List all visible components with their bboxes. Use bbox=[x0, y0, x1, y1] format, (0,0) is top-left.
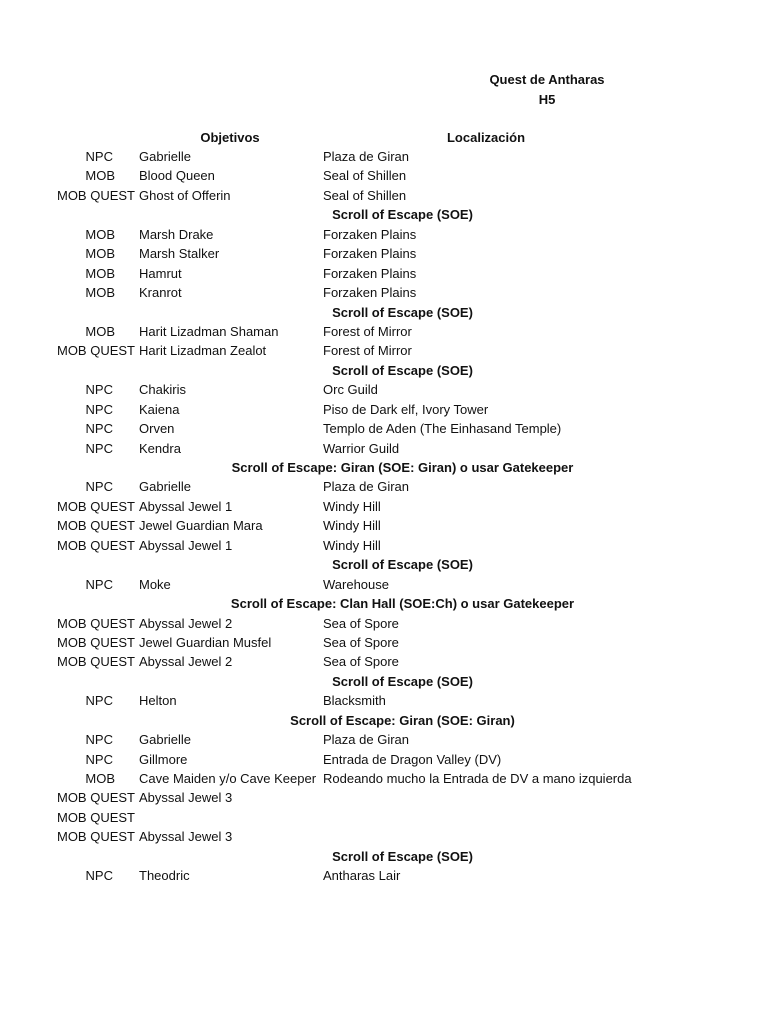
table-row bbox=[0, 614, 768, 633]
row-target: Harit Lizadman Zealot bbox=[139, 343, 267, 359]
section-label: Scroll of Escape (SOE) bbox=[332, 207, 473, 223]
row-location: Plaza de Giran bbox=[323, 479, 409, 495]
section-label: Scroll of Escape (SOE) bbox=[332, 557, 473, 573]
row-target: Kranrot bbox=[139, 285, 182, 301]
row-location: Entrada de Dragon Valley (DV) bbox=[323, 751, 502, 767]
section-row bbox=[0, 303, 768, 322]
row-target: Abyssal Jewel 3 bbox=[139, 829, 233, 845]
row-target: Gillmore bbox=[139, 751, 188, 767]
row-target: Abyssal Jewel 2 bbox=[139, 654, 233, 670]
row-type: NPC bbox=[85, 479, 113, 495]
row-location: Forest of Mirror bbox=[323, 343, 412, 359]
row-type: MOB bbox=[85, 771, 115, 786]
row-target: Abyssal Jewel 1 bbox=[139, 498, 233, 514]
table-row bbox=[0, 166, 768, 185]
table-row bbox=[0, 497, 768, 516]
table-row bbox=[0, 244, 768, 263]
row-location: Windy Hill bbox=[323, 498, 381, 514]
document-title-block bbox=[440, 70, 654, 110]
section-label: Scroll of Escape (SOE) bbox=[332, 304, 473, 320]
section-row bbox=[0, 672, 768, 691]
row-target: Gabrielle bbox=[139, 732, 192, 748]
row-location: Seal of Shillen bbox=[323, 168, 407, 184]
row-target: Ghost of Offerin bbox=[139, 187, 231, 203]
section-row bbox=[0, 594, 768, 613]
row-type: MOB QUEST bbox=[56, 829, 135, 845]
row-location: Forzaken Plains bbox=[323, 265, 417, 281]
row-type: NPC bbox=[85, 751, 113, 767]
row-location: Windy Hill bbox=[323, 537, 381, 553]
row-type: MOB QUEST bbox=[56, 343, 135, 359]
row-type: NPC bbox=[85, 732, 113, 748]
row-target: Chakiris bbox=[139, 382, 186, 398]
table-row bbox=[0, 419, 768, 438]
table-row bbox=[0, 691, 768, 710]
row-target: Orven bbox=[139, 421, 175, 437]
section-label: Scroll of Escape (SOE) bbox=[332, 673, 473, 689]
section-label: Scroll of Escape (SOE) bbox=[332, 848, 473, 864]
table-row bbox=[0, 575, 768, 594]
row-type: NPC bbox=[85, 401, 113, 417]
section-row bbox=[0, 555, 768, 574]
table-row bbox=[0, 400, 768, 419]
row-location: Forzaken Plains bbox=[323, 285, 417, 301]
row-target: Blood Queen bbox=[139, 168, 215, 184]
row-type: NPC bbox=[85, 421, 113, 437]
row-type: MOB QUEST bbox=[56, 654, 135, 670]
table-row bbox=[0, 808, 768, 827]
row-type: MOB QUEST bbox=[56, 790, 135, 806]
row-type: MOB QUEST bbox=[56, 498, 135, 514]
header-objetivos: Objetivos bbox=[200, 130, 260, 145]
row-target: Gabrielle bbox=[139, 149, 192, 164]
table-row bbox=[0, 788, 768, 807]
document-title: Quest de Antharas bbox=[489, 72, 605, 87]
row-type: NPC bbox=[85, 576, 113, 592]
row-target: Abyssal Jewel 1 bbox=[139, 537, 233, 553]
table-row bbox=[0, 341, 768, 360]
row-type: MOB QUEST bbox=[56, 634, 135, 650]
row-location: Warrior Guild bbox=[323, 440, 400, 456]
table-row bbox=[0, 866, 768, 885]
section-label: Scroll of Escape: Giran (SOE: Giran) o usar Gatekeeper bbox=[231, 460, 574, 475]
quest-table bbox=[0, 147, 768, 886]
row-type: NPC bbox=[85, 382, 113, 398]
row-type: MOB QUEST bbox=[56, 518, 135, 534]
row-location: Forest of Mirror bbox=[323, 323, 412, 339]
row-target: Kaiena bbox=[139, 401, 180, 417]
table-row bbox=[0, 730, 768, 749]
row-target: Theodric bbox=[139, 868, 190, 884]
section-row bbox=[0, 711, 768, 730]
row-location: Plaza de Giran bbox=[323, 732, 409, 748]
row-target: Gabrielle bbox=[139, 479, 192, 495]
row-location: Forzaken Plains bbox=[323, 226, 417, 242]
row-location: Orc Guild bbox=[323, 382, 378, 398]
table-row bbox=[0, 477, 768, 496]
row-target: Abyssal Jewel 2 bbox=[139, 615, 233, 631]
row-location: Piso de Dark elf, Ivory Tower bbox=[323, 401, 489, 417]
row-type: NPC bbox=[85, 440, 113, 456]
row-type: MOB bbox=[85, 265, 115, 281]
row-location: Rodeando mucho la Entrada de DV a mano izquierda bbox=[323, 771, 632, 786]
row-location: Blacksmith bbox=[323, 693, 386, 709]
table-row bbox=[0, 750, 768, 769]
row-type: NPC bbox=[85, 868, 113, 884]
row-location: Forzaken Plains bbox=[323, 246, 417, 262]
row-type: MOB QUEST bbox=[56, 615, 135, 631]
table-row bbox=[0, 186, 768, 205]
table-row bbox=[0, 147, 768, 166]
row-target: Marsh Drake bbox=[139, 226, 214, 242]
header-localizacion: Localización bbox=[446, 130, 526, 145]
row-target: Hamrut bbox=[139, 265, 182, 281]
table-row bbox=[0, 322, 768, 341]
section-row bbox=[0, 847, 768, 866]
table-row bbox=[0, 264, 768, 283]
section-label: Scroll of Escape: Clan Hall (SOE:Ch) o usar Gatekeeper bbox=[230, 596, 575, 612]
row-type: MOB QUEST bbox=[56, 537, 135, 553]
row-location: Warehouse bbox=[323, 576, 389, 592]
row-target: Kendra bbox=[139, 440, 181, 456]
row-type: MOB QUEST bbox=[56, 187, 135, 203]
row-type: MOB bbox=[85, 226, 115, 242]
row-target: Cave Maiden y/o Cave Keeper bbox=[139, 771, 317, 786]
row-location: Sea of Spore bbox=[323, 654, 399, 670]
row-type: MOB bbox=[85, 323, 115, 339]
row-location: Windy Hill bbox=[323, 518, 381, 534]
section-label: Scroll of Escape: Giran (SOE: Giran) bbox=[290, 712, 515, 728]
table-row bbox=[0, 283, 768, 302]
row-location: Sea of Spore bbox=[323, 615, 399, 631]
table-row bbox=[0, 827, 768, 846]
table-row bbox=[0, 769, 768, 788]
row-location: Sea of Spore bbox=[323, 634, 399, 650]
row-location: Plaza de Giran bbox=[323, 149, 409, 164]
row-target: Jewel Guardian Musfel bbox=[139, 634, 272, 650]
row-location: Antharas Lair bbox=[323, 868, 401, 884]
row-type: NPC bbox=[85, 149, 113, 164]
row-target: Helton bbox=[139, 693, 177, 709]
row-location: Templo de Aden (The Einhasand Temple) bbox=[323, 421, 562, 437]
table-row bbox=[0, 516, 768, 535]
row-type: NPC bbox=[85, 693, 113, 709]
section-row bbox=[0, 205, 768, 224]
table-row bbox=[0, 380, 768, 399]
table-row bbox=[0, 439, 768, 458]
table-row bbox=[0, 652, 768, 671]
row-location: Seal of Shillen bbox=[323, 187, 407, 203]
section-row bbox=[0, 361, 768, 380]
row-target: Jewel Guardian Mara bbox=[139, 518, 263, 534]
table-row bbox=[0, 225, 768, 244]
section-row bbox=[0, 458, 768, 477]
row-type: MOB bbox=[85, 285, 115, 301]
row-type: MOB QUEST bbox=[56, 809, 135, 825]
row-target: Abyssal Jewel 3 bbox=[139, 790, 233, 806]
section-label: Scroll of Escape (SOE) bbox=[332, 362, 473, 378]
row-type: MOB bbox=[85, 168, 115, 184]
row-target: Moke bbox=[139, 576, 171, 592]
table-row bbox=[0, 536, 768, 555]
row-type: MOB bbox=[85, 246, 115, 262]
table-row bbox=[0, 633, 768, 652]
document-subtitle: H5 bbox=[538, 92, 556, 107]
row-target: Harit Lizadman Shaman bbox=[139, 323, 279, 339]
row-target: Marsh Stalker bbox=[139, 246, 220, 262]
